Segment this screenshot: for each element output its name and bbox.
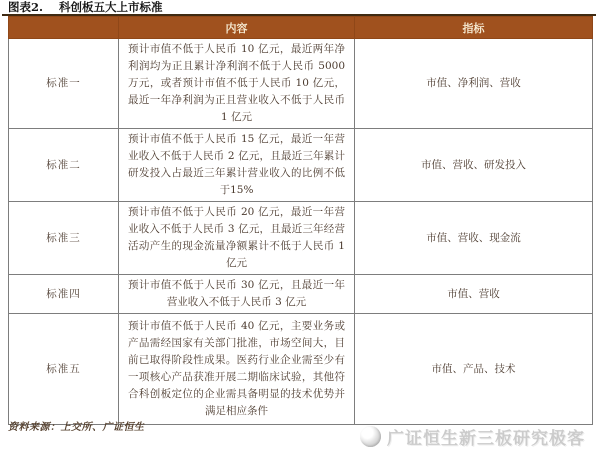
header-standard-blank [9, 17, 119, 39]
standard-content: 预计市值不低于人民币 30 亿元，且最近一年营业收入不低于人民币 3 亿元 [119, 275, 355, 314]
table-row [9, 314, 593, 425]
standard-name: 标准五 [9, 314, 119, 425]
standard-content: 预计市值不低于人民币 40 亿元，主要业务或产品需经国家有关部门批准，市场空间大，目前已取得阶段性成果。医药行业企业需至少有一项核心产品获准开展二期临床试验，其他符合科创板定位的企业需具备明显的技术优势并满足相应条件 [119, 314, 355, 425]
standard-content: 预计市值不低于人民币 20 亿元，最近一年营业收入不低于人民币 3 亿元，且最近三年经营活动产生的现金流量净额累计不低于人民币 1 亿元 [119, 202, 355, 275]
table-row [9, 129, 593, 202]
listing-standards-table [8, 16, 593, 425]
standard-content: 预计市值不低于人民币 10 亿元，最近两年净利润均为正且累计净利润不低于人民币 5000 万元，或者预计市值不低于人民币 10 亿元，最近一年净利润为正且营业收入不低于人民币 1 亿元 [119, 39, 355, 129]
standard-name: 标准三 [9, 202, 119, 275]
standard-indicators: 市值、净利润、营收 [355, 39, 593, 129]
standard-name: 标准四 [9, 275, 119, 314]
figure-number: 图表2. [8, 0, 44, 14]
brand-name: 广证恒生新三板研究极客 [387, 428, 585, 449]
standard-name: 标准二 [9, 129, 119, 202]
standard-indicators: 市值、营收、研发投入 [355, 129, 593, 202]
table-row [9, 202, 593, 275]
standard-indicators: 市值、营收、现金流 [355, 202, 593, 275]
figure-title [8, 0, 163, 14]
header-content: 内容 [119, 17, 355, 39]
header-indicators: 指标 [355, 17, 593, 39]
standard-indicators: 市值、产品、技术 [355, 314, 593, 425]
standard-content: 预计市值不低于人民币 15 亿元，最近一年营业收入不低于人民币 2 亿元，且最近三年累计研发投入占最近三年累计营业收入的比例不低于15% [119, 129, 355, 202]
brand-watermark [360, 424, 585, 448]
standard-indicators: 市值、营收 [355, 275, 593, 314]
data-source-note: 资料来源：上交所、广证恒生 [8, 422, 145, 433]
table-row [9, 39, 593, 129]
figure-name: 科创板五大上市标准 [59, 0, 163, 14]
table-header-row [9, 17, 593, 39]
table-row [9, 275, 593, 314]
swirl-logo-icon [360, 426, 381, 447]
standard-name: 标准一 [9, 39, 119, 129]
